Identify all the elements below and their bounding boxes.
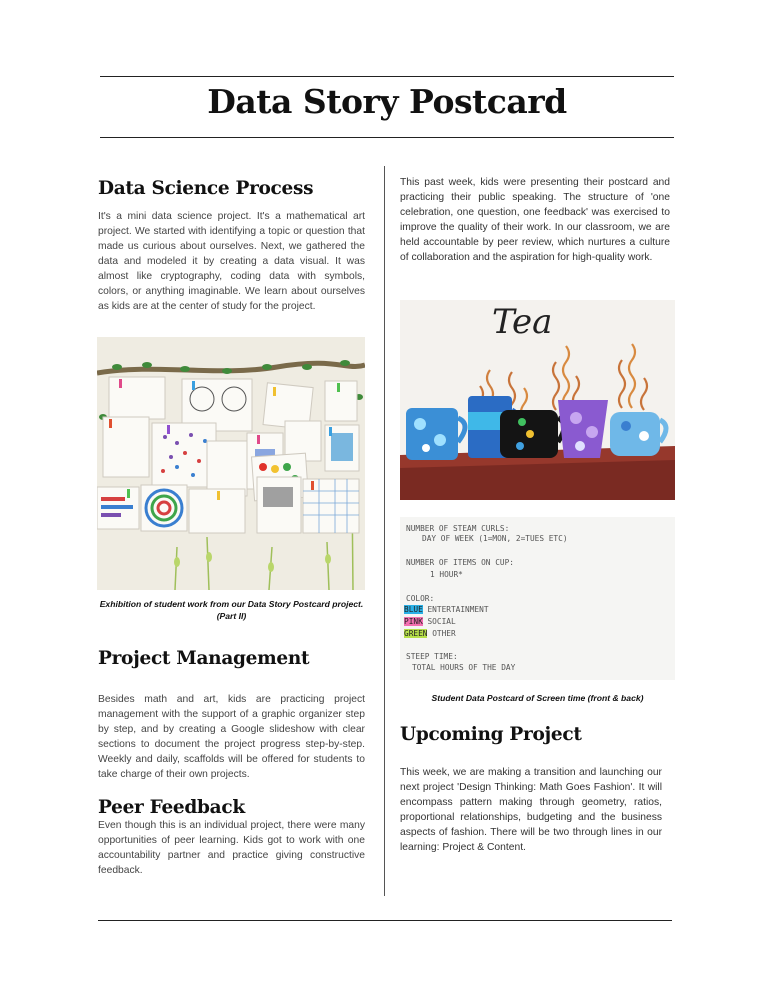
peer-feedback-text: Even though this is an individual project, there were many opportunities of peer learning. Kids got to work with one accountability partner and practice giving constructive feedback. <box>98 820 365 876</box>
bottom-rule <box>98 920 672 921</box>
blue-legend <box>404 604 489 615</box>
blue-key: BLUE <box>404 605 423 614</box>
column-divider <box>384 166 385 896</box>
presentation-text: This past week, kids were presenting their postcard and practicing their public speaking. The structure of 'one celebration, one question, one feedback' was exercised to improve the quality of their work. In our classroom, we are held accountable by peer review, which nurtures a culture of collaboration and the aspiration for high-quality work. <box>400 177 670 263</box>
heading-project-management: Project Management <box>98 648 310 669</box>
exhibition-photo <box>97 337 365 590</box>
title-underline <box>100 137 674 138</box>
steep-time-heading-note: STEEP TIME: <box>406 652 458 661</box>
steep-time-desc-note: TOTAL HOURS OF THE DAY <box>412 663 516 672</box>
color-heading-note: COLOR: <box>406 594 435 603</box>
top-rule <box>100 76 674 77</box>
pink-key: PINK <box>404 617 423 626</box>
pink-legend <box>404 616 456 627</box>
exhibition-caption: Exhibition of student work from our Data Story Postcard project. (Part II) <box>99 599 364 621</box>
items-on-cup-note: NUMBER OF ITEMS ON CUP: <box>406 558 514 567</box>
day-of-week-note: DAY OF WEEK (1=MON, 2=TUES ETC) <box>422 534 568 543</box>
green-key: GREEN <box>404 629 428 638</box>
upcoming-project-text: This week, we are making a transition and launching our next project 'Design Thinking: Math Goes Fashion'. It will encompass pattern making through geometry, ratios, proportional relationships, budgeting and the business aspects of fashion. There will be two through lines in our learning: Project & Content. <box>400 767 662 853</box>
tea-label: Tea <box>492 302 553 342</box>
data-science-text: It's a mini data science project. It's a mathematical art project. We started with identifying a topic or question that made us curious about ourselves. Next, we gathered the data and modeled it by creating a data visual. It was almost like cryptography, coding data with symbols, colors, or anything imaginable. We learn about ourselves as kids are at the center of study for the project. <box>98 211 365 312</box>
heading-data-science-process: Data Science Process <box>98 178 314 199</box>
heading-upcoming-project: Upcoming Project <box>400 724 582 745</box>
postcard-caption: Student Data Postcard of Screen time (front & back) <box>431 693 644 703</box>
blue-desc: ENTERTAINMENT <box>427 605 489 614</box>
postcard-front-photo <box>400 300 675 500</box>
postcard-back-photo <box>400 517 675 680</box>
steam-curls-note: NUMBER OF STEAM CURLS: <box>406 524 510 533</box>
one-hour-note: 1 HOUR* <box>430 570 463 579</box>
green-legend <box>404 628 456 639</box>
pink-desc: SOCIAL <box>427 617 456 626</box>
exhibition-drawing <box>97 337 365 590</box>
green-desc: OTHER <box>432 629 456 638</box>
page-title: Data Story Postcard <box>207 82 567 121</box>
heading-peer-feedback: Peer Feedback <box>98 797 245 818</box>
project-management-text: Besides math and art, kids are practicing project management with the support of a graphic organizer step by step, and by creating a Google slideshow with clear sections to document the project progress step-by-step. Weekly and daily, scaffolds will be offered for students to take charge of their own projects. <box>98 694 365 780</box>
